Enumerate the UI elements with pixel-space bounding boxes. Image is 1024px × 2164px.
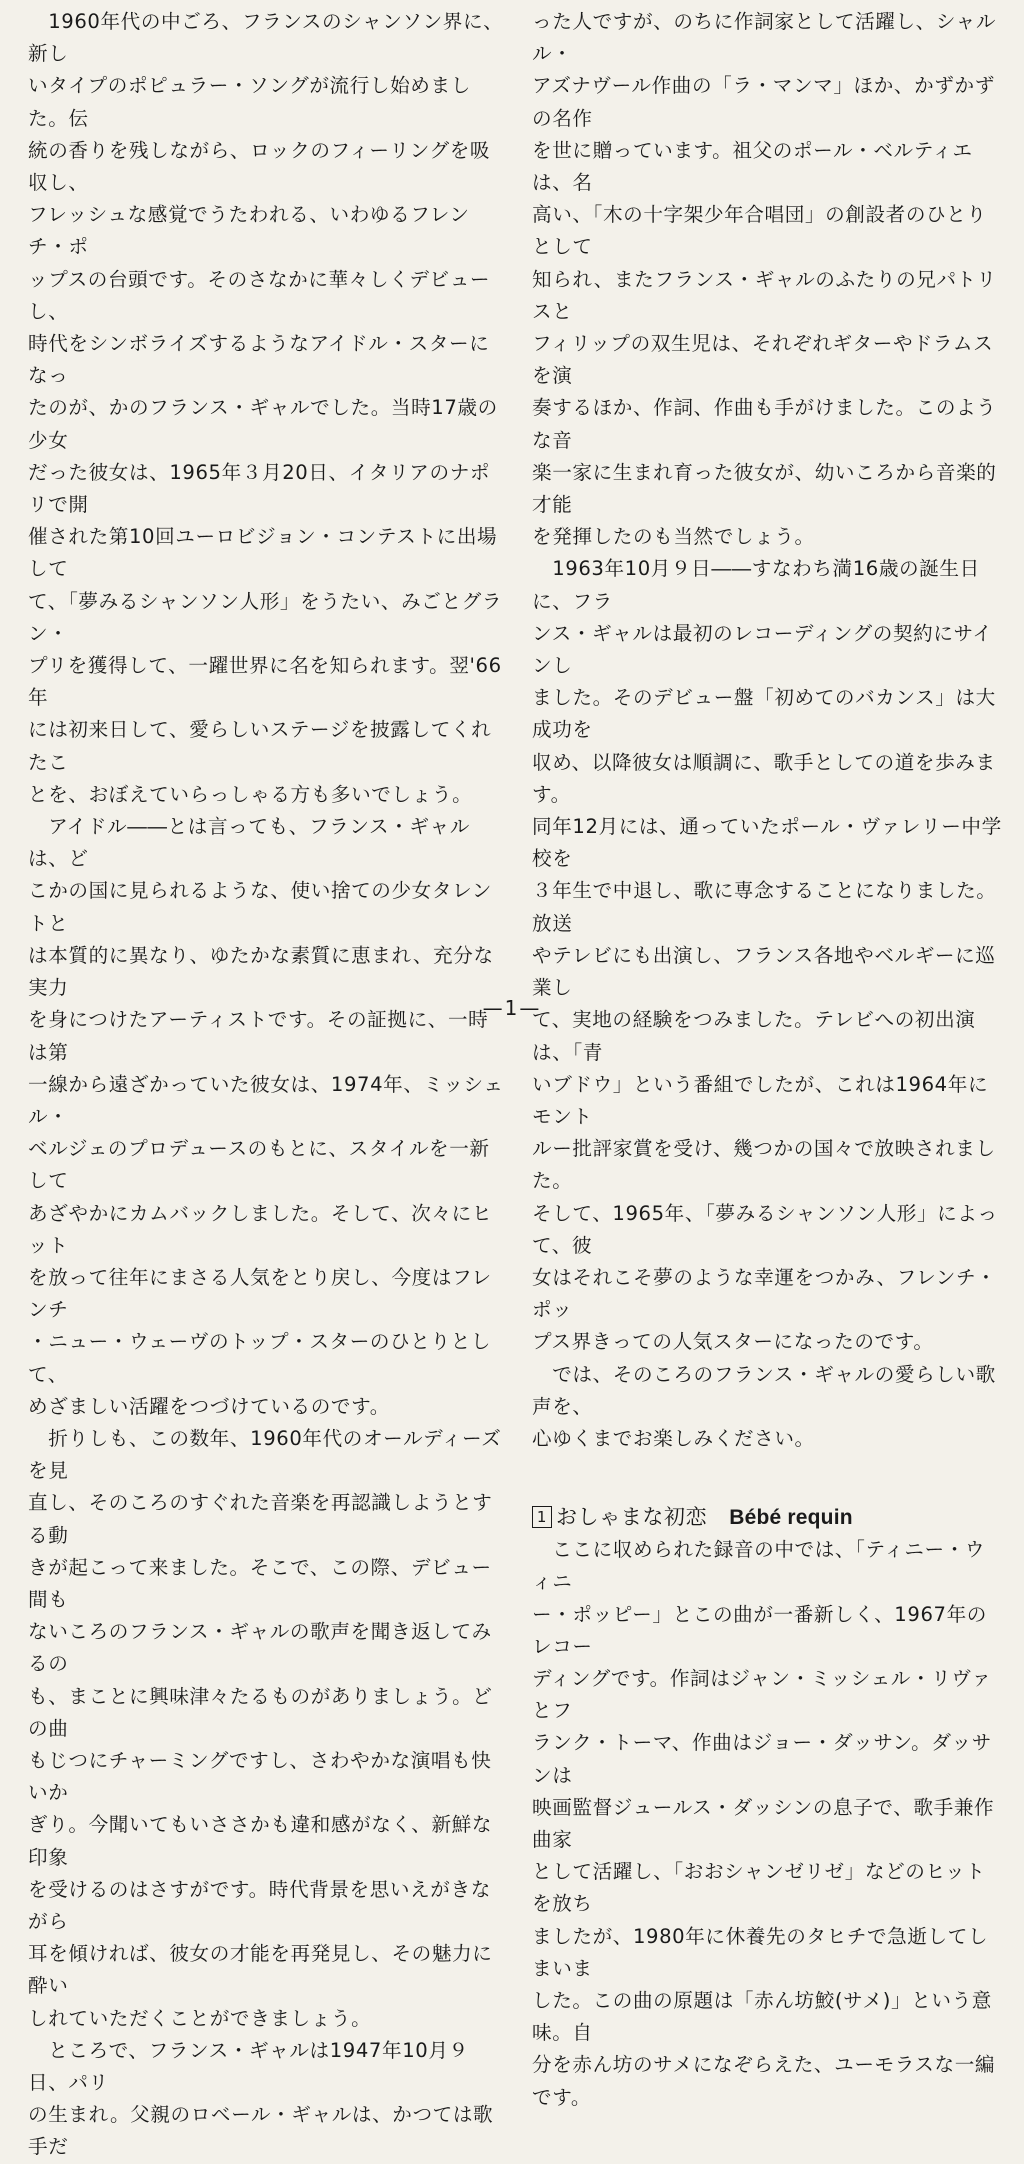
paragraph-track-notes: ここに収められた録音の中では、「ティニー・ウィニ ー・ポッピー」とこの曲が一番新しく、1967年のレコー ディングです。作詞はジャン・ミッシェル・リヴァとフ ランク・トーマ、作曲はジョー・ダッサン。ダッサンは 映画監督ジュールス・ダッシンの息子で、歌手兼作曲家 として活躍し、「おおシャンゼリゼ」などのヒットを放ち ましたが、1980年に休養先のタヒチで急逝してしまいま した。この曲の原題は「赤ん坊鮫(サメ)」という意味。自 分を赤ん坊のサメになぞらえた、ユーモラスな一編です。	[532, 1538, 996, 2109]
page-number: —1—	[482, 996, 542, 1020]
left-column	[28, 6, 504, 2164]
paragraph-closing: では、そのころのフランス・ギャルの愛らしい歌声を、 心ゆくまでお楽しみください。	[532, 1362, 996, 1450]
paragraph-biography-start: ところで、フランス・ギャルは1947年10月９日、パリ の生まれ。父親のロベール・ギャルは、かつては歌手だ	[28, 2038, 494, 2159]
track-number-box: 1	[532, 1506, 552, 1528]
right-column	[532, 6, 1004, 2114]
paragraph-oldies: 折りしも、この数年、1960年代のオールディーズを見 直し、そのころのすぐれた音楽を再認識しようとする動 きが起こって来ました。そこで、この際、デビュー間も ないころのフランス・ギャルの歌声を聞き返してみるの も、まことに興味津々たるものがありましょう。どの曲 もじつにチャーミングですし、さわやかな演唱も快いか ぎり。今聞いてもいささかも違和感がなく、新鮮な印象 を受けるのはさすがです。時代背景を思いえがきながら 耳を傾ければ、彼女の才能を再発見し、その魅力に酔い しれていただくことができましょう。	[28, 1426, 502, 2030]
track-title-en: Bébé requin	[729, 1506, 853, 1530]
track-heading	[532, 1501, 1004, 1534]
paragraph-intro: 1960年代の中ごろ、フランスのシャンソン界に、新し いタイプのポピュラー・ソングが流行し始めました。伝 統の香りを残しながら、ロックのフィーリングを吸収し、 フレッシュな感覚でうたわれる、いわゆるフレンチ・ポ ップスの台頭です。そのさなかに華々しくデビューし、 時代をシンボライズするようなアイドル・スターになっ たのが、かのフランス・ギャルでした。当時17歳の少女 だった彼女は、1965年３月20日、イタリアのナポリで開 催された第10回ユーロビジョン・コンテストに出場して て、「夢みるシャンソン人形」をうたい、みごとグラン・ プリを獲得して、一躍世界に名を知られます。翌'66 年 には初来日して、愛らしいステージを披露してくれたこ とを、おぼえていらっしゃる方も多いでしょう。	[28, 10, 504, 806]
paragraph-debut: 1963年10月９日――すなわち満16歳の誕生日に、フラ ンス・ギャルは最初のレコーディングの契約にサインし ました。そのデビュー盤「初めてのバカンス」は大成功を 収め、以降彼女は順調に、歌手としての道を歩みます。 同年12月には、通っていたポール・ヴァレリー中学校を ３年生で中退し、歌に専念することになりました。放送 やテレビにも出演し、フランス各地やベルギーに巡業し て、実地の経験をつみました。テレビへの初出演は、「青 いブドウ」という番組でしたが、これは1964年にモント ルー批評家賞を受け、幾つかの国々で放映されました。 そして、1965年、「夢みるシャンソン人形」によって、彼 女はそれこそ夢のような幸運をつかみ、フレンチ・ポッ プス界きっての人気スターになったのです。	[532, 557, 1002, 1354]
paragraph-biography-cont: った人ですが、のちに作詞家として活躍し、シャルル・ アズナヴール作曲の「ラ・マンマ」ほか、かずかずの名作 を世に贈っています。祖父のポール・ベルティエは、名 高い、「木の十字架少年合唱団」の創設者のひとりとして 知られ、またフランス・ギャルのふたりの兄パトリスと フィリップの双生児は、それぞれギターやドラムスを演 奏するほか、作詞、作曲も手がけました。このような音 楽一家に生まれ育った彼女が、幼いころから音楽的才能 を発揮したのも当然でしょう。	[532, 10, 997, 549]
paragraph-idol: アイドル――とは言っても、フランス・ギャルは、ど こかの国に見られるような、使い捨ての少女タレントと は本質的に異なり、ゆたかな素質に恵まれ、充分な実力 を身につけたアーティストです。その証拠に、一時は第 一線から遠ざかっていた彼女は、1974年、ミッシェル・ ベルジェのプロデュースのもとに、スタイルを一新して あざやかにカムバックしました。そして、次々にヒット を放って往年にまさる人気をとり戻し、今度はフレンチ ・ニュー・ウェーヴのトップ・スターのひとりとして、 めざましい活躍をつづけているのです。	[28, 815, 504, 1418]
track-title-ja: おしゃまな初恋	[556, 1505, 708, 1530]
